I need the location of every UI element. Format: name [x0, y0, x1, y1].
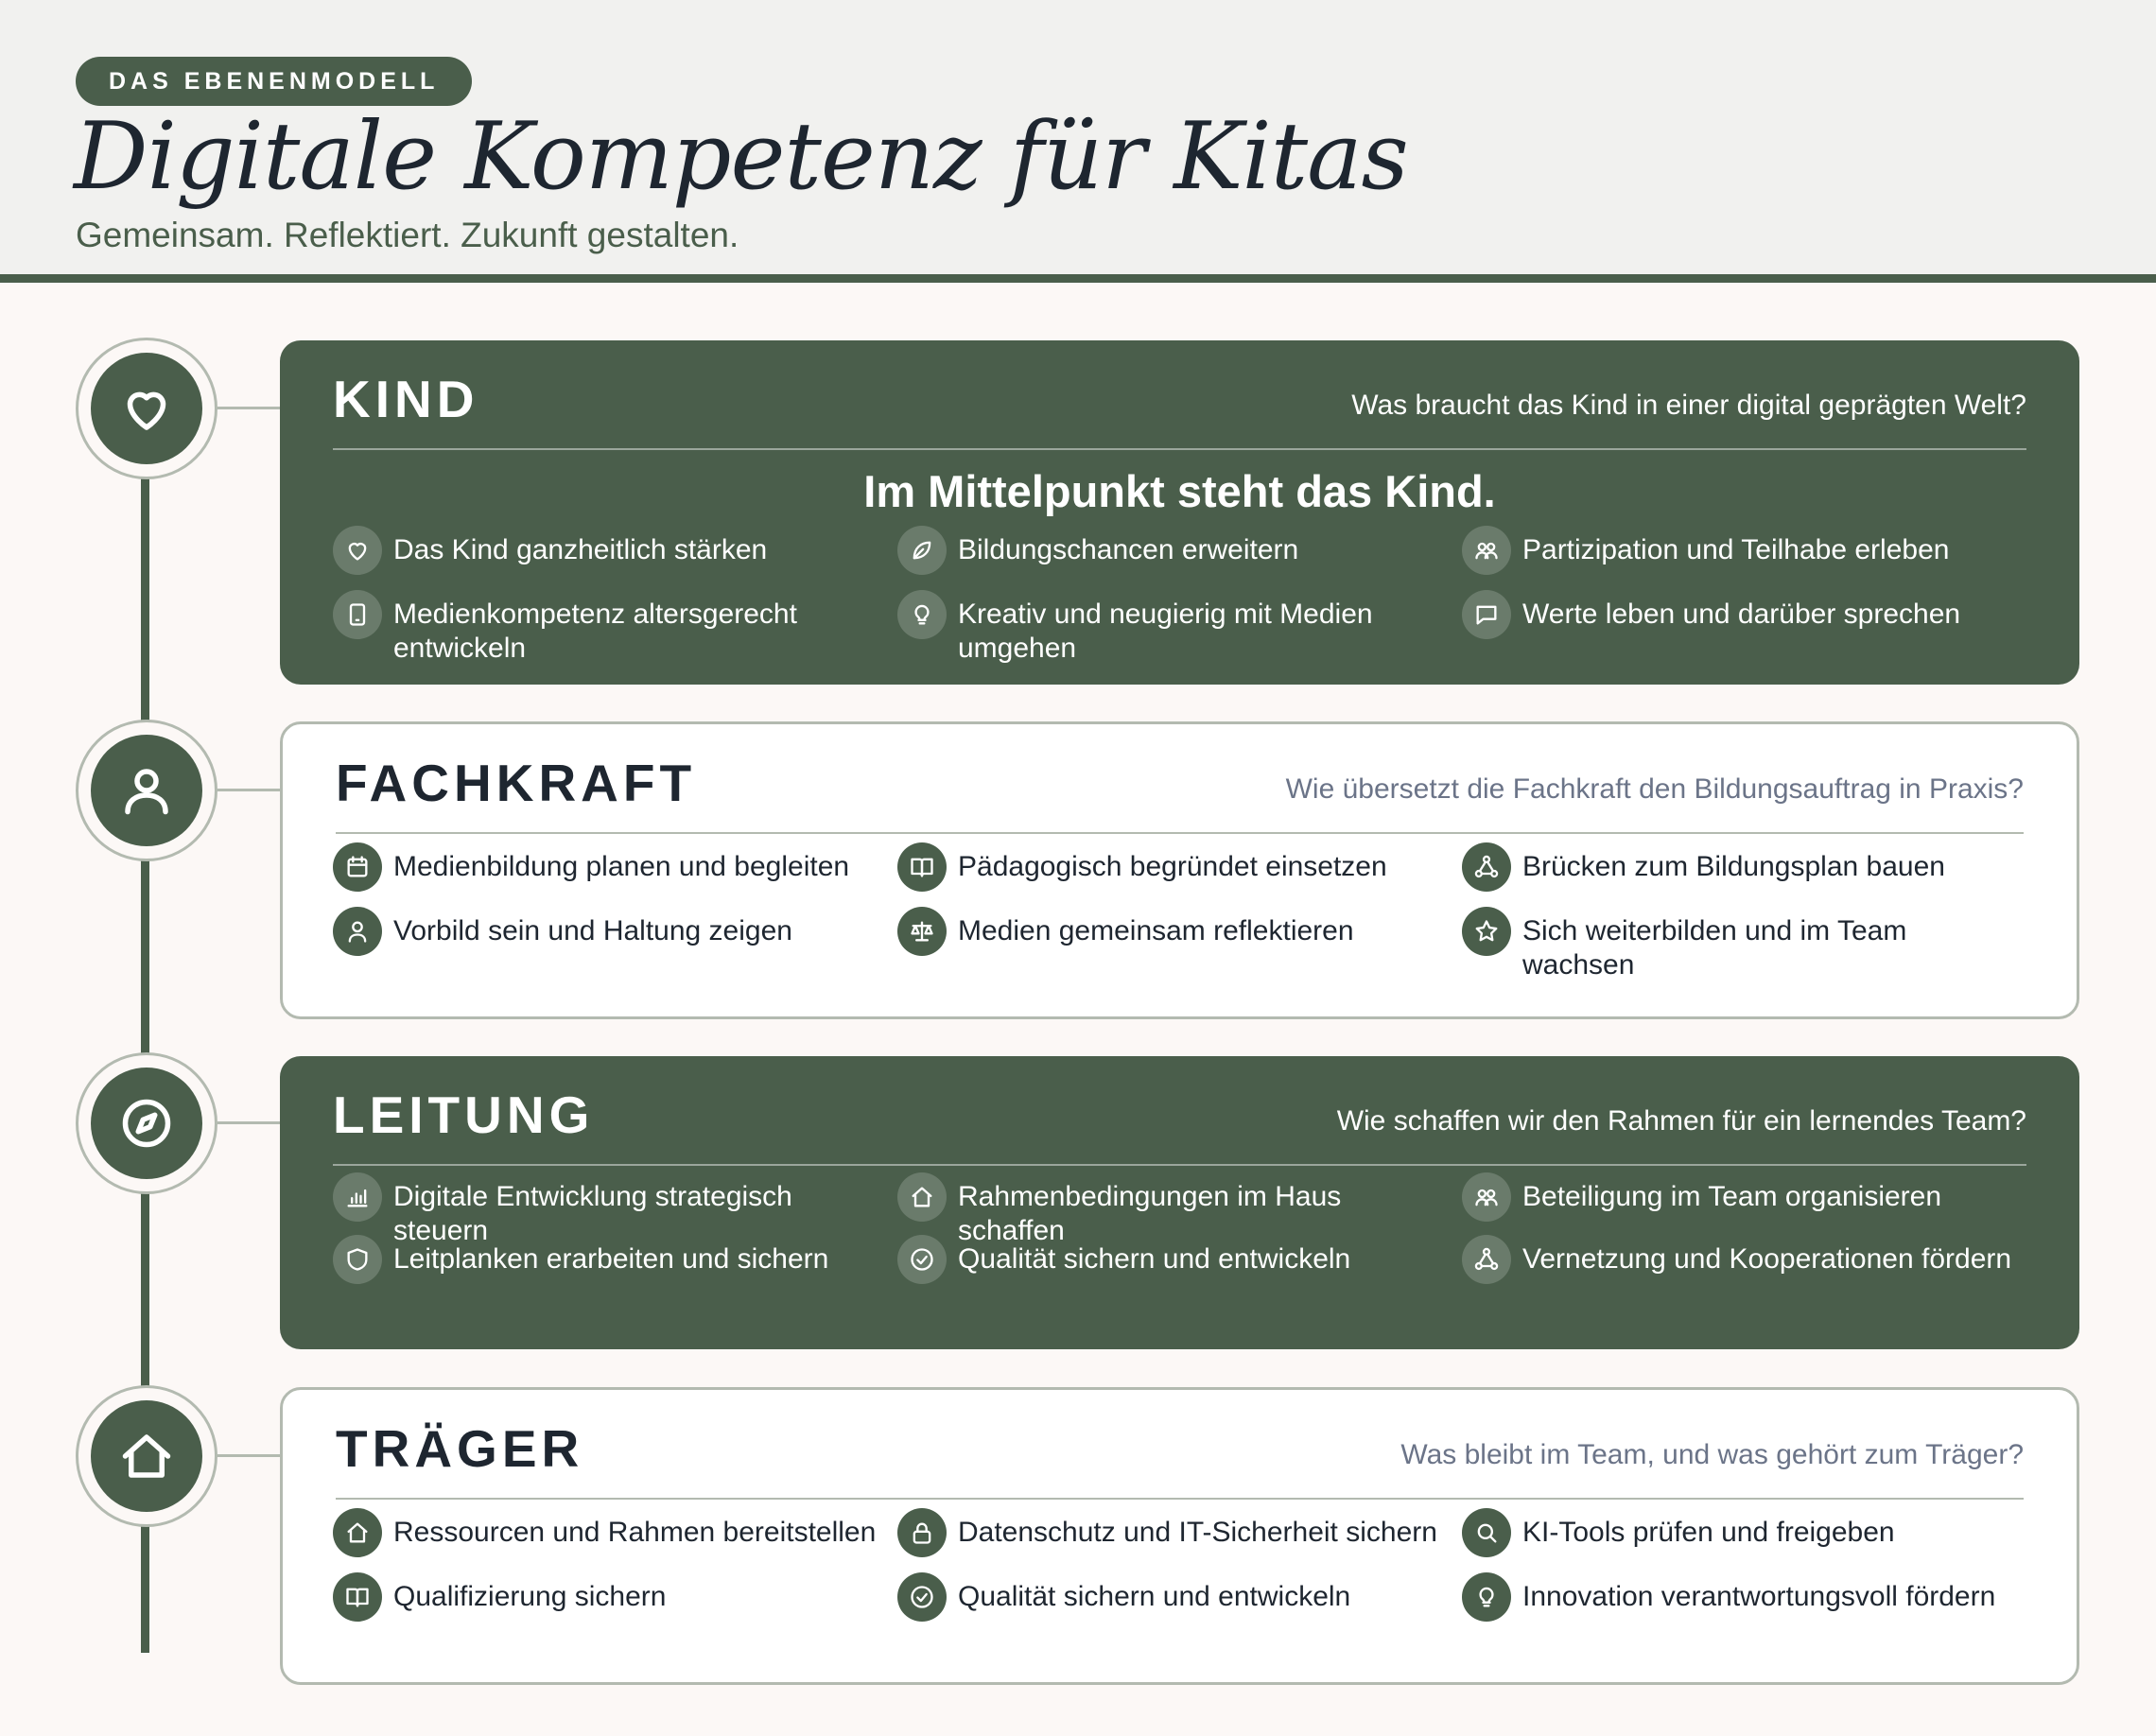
list-item: Qualifizierung sichern — [333, 1580, 885, 1622]
list-item: Medienkompetenz altersgerecht entwickeln — [333, 598, 885, 666]
leaf-icon — [897, 526, 947, 575]
list-item: Digitale Entwicklung strategisch steuern — [333, 1180, 885, 1248]
node-kind — [76, 338, 217, 479]
users-icon — [1462, 1172, 1511, 1222]
node-leitung — [76, 1052, 217, 1194]
list-item: Qualität sichern und entwickeln — [897, 1580, 1450, 1622]
heart-icon — [333, 526, 382, 575]
card-center-statement: Im Mittelpunkt steht das Kind. — [863, 466, 1496, 516]
list-item: Ressourcen und Rahmen bereitstellen — [333, 1516, 885, 1557]
lock-icon — [897, 1508, 947, 1557]
book-icon — [897, 842, 947, 892]
card-title: LEITUNG — [333, 1085, 595, 1144]
calendar-icon — [333, 842, 382, 892]
page-title: Digitale Kompetenz für Kitas — [74, 103, 1408, 211]
lightbulb-icon — [897, 590, 947, 639]
home-icon — [333, 1508, 382, 1557]
card-fachkraft — [280, 721, 2079, 1019]
list-item: Medienbildung planen und begleiten — [333, 850, 885, 892]
star-icon — [1462, 907, 1511, 956]
list-item: Vorbild sein und Haltung zeigen — [333, 914, 885, 956]
bar-chart-icon — [333, 1172, 382, 1222]
person-icon — [333, 907, 382, 956]
list-item: Qualität sichern und entwickeln — [897, 1242, 1450, 1284]
home-icon — [897, 1172, 947, 1222]
lightbulb-icon — [1462, 1572, 1511, 1622]
chat-icon — [1462, 590, 1511, 639]
card-question: Wie übersetzt die Fachkraft den Bildungsauftrag in Praxis? — [1285, 773, 2024, 805]
page-header — [0, 0, 2156, 283]
network-icon — [1462, 842, 1511, 892]
list-item: Werte leben und darüber sprechen — [1462, 598, 2014, 639]
card-question: Was braucht das Kind in einer digital geprägten Welt? — [1351, 390, 2026, 421]
tablet-icon — [333, 590, 382, 639]
scale-icon — [897, 907, 947, 956]
card-question: Wie schaffen wir den Rahmen für ein lernendes Team? — [1336, 1105, 2026, 1137]
node-traeger — [76, 1385, 217, 1527]
network-icon — [1462, 1235, 1511, 1284]
divider — [336, 1498, 2024, 1500]
divider — [333, 1164, 2026, 1166]
list-item: Brücken zum Bildungsplan bauen — [1462, 850, 2014, 892]
book-icon — [333, 1572, 382, 1622]
compass-icon — [118, 1095, 175, 1152]
card-title: FACHKRAFT — [336, 754, 697, 812]
list-item: Leitplanken erarbeiten und sichern — [333, 1242, 885, 1284]
divider — [333, 448, 2026, 450]
list-item: Bildungschancen erweitern — [897, 533, 1450, 575]
list-item: Kreativ und neugierig mit Medien umgehen — [897, 598, 1450, 666]
shield-icon — [333, 1235, 382, 1284]
list-item: Das Kind ganzheitlich stärken — [333, 533, 885, 575]
list-item: Vernetzung und Kooperationen fördern — [1462, 1242, 2014, 1284]
connector-leitung — [217, 1121, 280, 1124]
users-icon — [1462, 526, 1511, 575]
check-circle-icon — [897, 1572, 947, 1622]
list-item: KI-Tools prüfen und freigeben — [1462, 1516, 2014, 1557]
list-item: Pädagogisch begründet einsetzen — [897, 850, 1450, 892]
card-title: KIND — [333, 370, 479, 428]
list-item: Innovation verantwortungsvoll fördern — [1462, 1580, 2014, 1622]
connector-fachkraft — [217, 789, 280, 791]
page-subtitle: Gemeinsam. Reflektiert. Zukunft gestalten. — [76, 216, 739, 254]
list-item: Sich weiterbilden und im Team wachsen — [1462, 914, 2014, 982]
list-item: Partizipation und Teilhabe erleben — [1462, 533, 2014, 575]
connector-kind — [217, 407, 280, 409]
search-icon — [1462, 1508, 1511, 1557]
check-circle-icon — [897, 1235, 947, 1284]
list-item: Rahmenbedingungen im Haus schaffen — [897, 1180, 1450, 1248]
person-icon — [118, 762, 175, 819]
home-icon — [118, 1428, 175, 1484]
divider — [336, 832, 2024, 834]
card-traeger — [280, 1387, 2079, 1685]
node-fachkraft — [76, 720, 217, 861]
card-leitung — [280, 1056, 2079, 1349]
list-item: Datenschutz und IT-Sicherheit sichern — [897, 1516, 1450, 1557]
heart-icon — [118, 380, 175, 437]
list-item: Medien gemeinsam reflektieren — [897, 914, 1450, 956]
eyebrow-badge: DAS EBENENMODELL — [76, 57, 472, 106]
card-title: TRÄGER — [336, 1419, 584, 1478]
connector-traeger — [217, 1454, 280, 1457]
card-kind — [280, 340, 2079, 685]
list-item: Beteiligung im Team organisieren — [1462, 1180, 2014, 1222]
card-question: Was bleibt im Team, und was gehört zum Träger? — [1400, 1439, 2024, 1470]
